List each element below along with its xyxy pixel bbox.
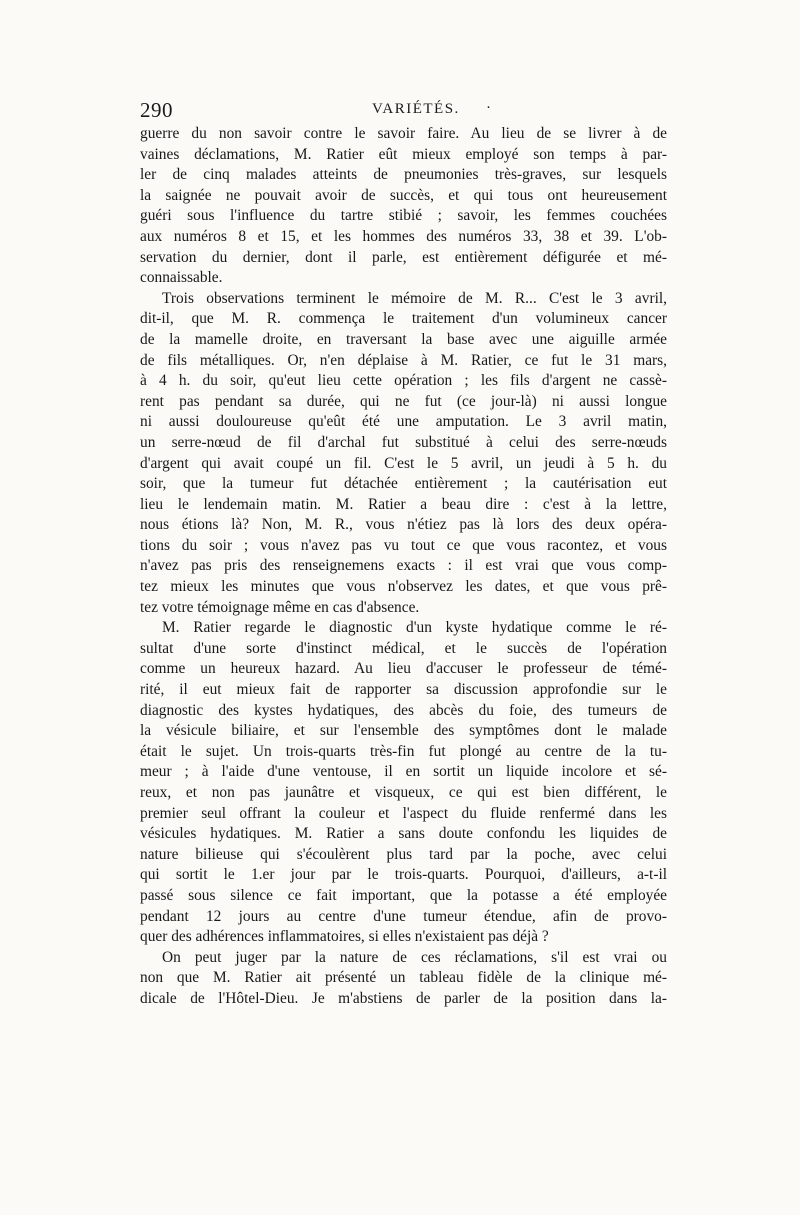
text-line: de fils métalliques. Or, n'en déplaise à M. Ratier, ce fut le 31 mars, (140, 351, 667, 369)
page-number: 290 (140, 98, 173, 122)
text-line: reux, et non pas jaunâtre et visqueux, ce qui est bien différent, le (140, 784, 667, 801)
text-line: de la mamelle droite, en traversant la base avec une aiguille armée (140, 330, 667, 348)
text-line: lieu le lendemain matin. M. Ratier a beau dire : c'est à la lettre, (140, 495, 667, 513)
text-line: d'argent qui avait coupé un fil. C'est le 5 avril, un jeudi à 5 h. du (140, 454, 667, 472)
text-line: meur ; à l'aide d'une ventouse, il en sortit un liquide incolore et sé- (140, 763, 667, 781)
text-line: guéri sous l'influence du tartre stibié ; savoir, les femmes couchées (140, 207, 667, 225)
text-line: comme un heureux hazard. Au lieu d'accuser le professeur de témé- (140, 660, 667, 678)
text-line: quer des adhérences inflammatoires, si elles n'existaient pas déjà ? (140, 928, 549, 946)
text-line: à 4 h. du soir, qu'eut lieu cette opération ; les fils d'argent ne cassè- (140, 372, 667, 390)
text-line: pendant 12 jours au centre d'une tumeur étendue, afin de provo- (140, 907, 667, 925)
body-text (140, 124, 667, 1010)
text-line: Trois observations terminent le mémoire de M. R... C'est le 3 avril, (162, 289, 667, 307)
text-line: tez mieux les minutes que vous n'observez les dates, et que vous prê- (140, 578, 667, 596)
text-line: guerre du non savoir contre le savoir faire. Au lieu de se livrer à de (140, 125, 667, 142)
text-line: n'avez pas pris des renseignemens exacts : il est vrai que vous comp- (140, 557, 667, 575)
running-title: VARIÉTÉS. (372, 101, 460, 117)
text-line: diagnostic des kystes hydatiques, des abcès du foie, des tumeurs de (140, 701, 667, 719)
text-line: vésicules hydatiques. M. Ratier a sans doute confondu les liquides de (140, 825, 667, 843)
text-line: nature bilieuse qui s'écoulèrent plus tard par la poche, avec celui (140, 845, 667, 863)
text-line: premier seul offrant la couleur et l'aspect du fluide renfermé dans les (140, 804, 667, 822)
text-line: sultat d'une sorte d'instinct médical, et le succès de l'opération (140, 639, 667, 657)
text-line: ler de cinq malades atteints de pneumonies très-graves, sur lesquels (140, 166, 667, 184)
text-line: un serre-nœud de fil d'archal fut substitué à celui des serre-nœuds (140, 433, 667, 451)
text-line: nous étions là? Non, M. R., vous n'étiez pas là lors des deux opéra- (140, 516, 667, 534)
text-line: tions du soir ; vous n'avez pas vu tout ce que vous racontez, et vous (140, 536, 667, 554)
text-line: qui sortit le 1.er jour par le trois-quarts. Pourquoi, d'ailleurs, a-t-il (140, 866, 667, 884)
text-line: la saignée ne pouvait avoir de succès, et qui tous ont heureusement (140, 186, 667, 204)
text-line: tez votre témoignage même en cas d'absence. (140, 598, 420, 616)
text-line: dit-il, que M. R. commença le traitement d'un volumineux cancer (140, 310, 667, 328)
text-line: dicale de l'Hôtel-Dieu. Je m'abstiens de parler de la position dans la- (140, 989, 667, 1007)
text-line: servation du dernier, dont il parle, est entièrement défigurée et mé- (140, 248, 667, 266)
text-line: rité, il eut mieux fait de rapporter sa discussion approfondie sur le (140, 681, 667, 699)
text-line: soir, que la tumeur fut détachée entièrement ; la cautérisation eut (140, 475, 667, 493)
text-line: la vésicule biliaire, et sur l'ensemble des symptômes dont le malade (140, 722, 667, 740)
text-line: rent pas pendant sa durée, qui ne fut (ce jour-là) ni aussi longue (140, 392, 667, 410)
text-line: ni aussi douloureuse qu'eût été une amputation. Le 3 avril matin, (140, 413, 667, 431)
text-line: passé sous silence ce fait important, que la potasse a été employée (140, 886, 667, 904)
text-line: connaissable. (140, 269, 223, 287)
text-line: était le sujet. Un trois-quarts très-fin fut plongé au centre de la tu- (140, 742, 667, 760)
text-line: non que M. Ratier ait présenté un tableau fidèle de la clinique mé- (140, 969, 667, 987)
page-header (140, 98, 660, 122)
text-line: On peut juger par la nature de ces réclamations, s'il est vrai ou (162, 948, 667, 966)
text-line: vaines déclamations, M. Ratier eût mieux employé son temps à par- (140, 145, 667, 163)
text-line: aux numéros 8 et 15, et les hommes des numéros 33, 38 et 39. L'ob- (140, 227, 667, 245)
running-mark: · (486, 100, 491, 116)
text-line: M. Ratier regarde le diagnostic d'un kyste hydatique comme le ré- (162, 619, 667, 637)
